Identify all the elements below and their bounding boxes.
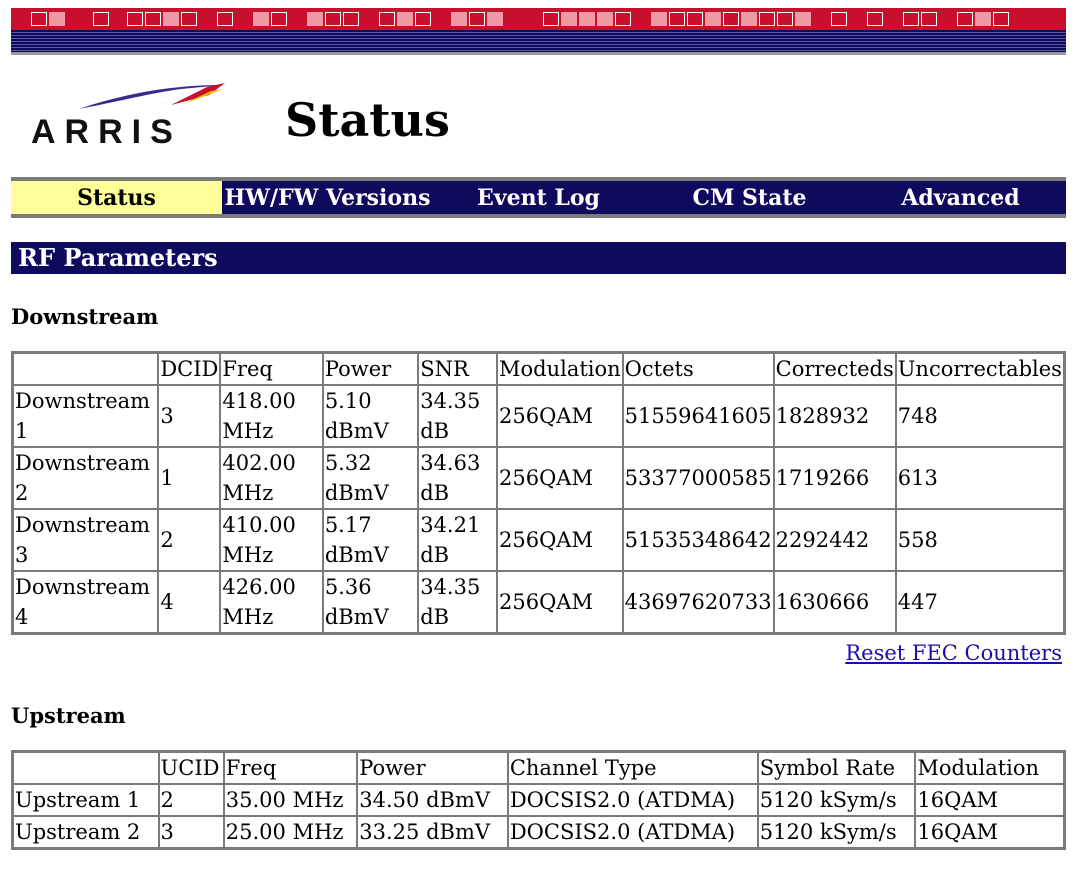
correcteds: 1630666 [774, 571, 896, 633]
power: 5.10 dBmV [323, 385, 418, 447]
modulation: 256QAM [497, 571, 623, 633]
column-header: Octets [623, 353, 774, 385]
power: 5.32 dBmV [323, 447, 418, 509]
reset-fec-counters-link[interactable]: Reset FEC Counters [845, 641, 1062, 665]
modulation: 256QAM [497, 509, 623, 571]
column-header: Power [323, 353, 418, 385]
page [11, 8, 1066, 850]
channel-name: Downstream 1 [13, 385, 158, 447]
symbol-rate: 5120 kSym/s [758, 784, 916, 816]
table-row [13, 385, 1064, 447]
freq: 402.00 MHz [220, 447, 322, 509]
modulation: 256QAM [497, 447, 623, 509]
modulation: 256QAM [497, 385, 623, 447]
dcid: 3 [158, 385, 220, 447]
snr: 34.35 dB [418, 571, 497, 633]
uncorrectables: 613 [896, 447, 1064, 509]
power: 34.50 dBmV [357, 784, 508, 816]
column-header: Correcteds [774, 353, 896, 385]
correcteds: 2292442 [774, 509, 896, 571]
freq: 35.00 MHz [224, 784, 358, 816]
column-header: Uncorrectables [896, 353, 1064, 385]
column-header: Symbol Rate [758, 752, 916, 784]
ucid: 3 [159, 816, 224, 848]
uncorrectables: 447 [896, 571, 1064, 633]
power: 5.36 dBmV [323, 571, 418, 633]
upstream-table [11, 750, 1066, 850]
channel-name: Upstream 2 [13, 816, 159, 848]
freq: 426.00 MHz [220, 571, 322, 633]
column-header: UCID [159, 752, 224, 784]
upstream-header-row [13, 752, 1064, 784]
snr: 34.35 dB [418, 385, 497, 447]
reset-link-row [11, 641, 1066, 665]
channel-name: Downstream 4 [13, 571, 158, 633]
table-row [13, 571, 1064, 633]
correcteds: 1719266 [774, 447, 896, 509]
channel-type: DOCSIS2.0 (ATDMA) [508, 816, 758, 848]
channel-name: Downstream 3 [13, 509, 158, 571]
arris-logo [31, 81, 231, 151]
column-header: Modulation [497, 353, 623, 385]
column-header [13, 353, 158, 385]
banner-stripes [11, 30, 1066, 55]
table-row [13, 509, 1064, 571]
channel-type: DOCSIS2.0 (ATDMA) [508, 784, 758, 816]
correcteds: 1828932 [774, 385, 896, 447]
snr: 34.21 dB [418, 509, 497, 571]
dcid: 4 [158, 571, 220, 633]
column-header: Channel Type [508, 752, 758, 784]
top-banner [11, 8, 1066, 30]
nav-hw-fw-versions[interactable]: HW/FW Versions [224, 184, 431, 211]
uncorrectables: 558 [896, 509, 1064, 571]
downstream-table [11, 351, 1066, 635]
uncorrectables: 748 [896, 385, 1064, 447]
upstream-heading: Upstream [11, 703, 126, 728]
column-header: Modulation [915, 752, 1064, 784]
downstream-heading: Downstream [11, 304, 159, 329]
column-header: Freq [224, 752, 358, 784]
freq: 418.00 MHz [220, 385, 322, 447]
power: 33.25 dBmV [357, 816, 508, 848]
ucid: 2 [159, 784, 224, 816]
logo-text: ARRIS [31, 113, 182, 151]
channel-name: Upstream 1 [13, 784, 159, 816]
table-row [13, 447, 1064, 509]
octets: 43697620733 [623, 571, 774, 633]
table-row [13, 816, 1064, 848]
freq: 25.00 MHz [224, 816, 358, 848]
snr: 34.63 dB [418, 447, 497, 509]
column-header: Power [357, 752, 508, 784]
header [11, 55, 1066, 177]
column-header: Freq [220, 353, 322, 385]
column-header: SNR [418, 353, 497, 385]
octets: 53377000585 [623, 447, 774, 509]
page-title: Status [285, 93, 450, 147]
power: 5.17 dBmV [323, 509, 418, 571]
downstream-header-row [13, 353, 1064, 385]
nav-advanced[interactable]: Advanced [901, 184, 1020, 211]
column-header [13, 752, 159, 784]
section-title: RF Parameters [11, 242, 1066, 274]
modulation: 16QAM [915, 784, 1064, 816]
nav-cm-state[interactable]: CM State [692, 184, 807, 211]
nav-status[interactable]: Status [11, 181, 222, 214]
nav-event-log[interactable]: Event Log [477, 184, 600, 211]
freq: 410.00 MHz [220, 509, 322, 571]
column-header: DCID [158, 353, 220, 385]
dcid: 1 [158, 447, 220, 509]
main-nav [11, 177, 1066, 218]
octets: 51535348642 [623, 509, 774, 571]
table-row [13, 784, 1064, 816]
modulation: 16QAM [915, 816, 1064, 848]
dcid: 2 [158, 509, 220, 571]
channel-name: Downstream 2 [13, 447, 158, 509]
octets: 51559641605 [623, 385, 774, 447]
symbol-rate: 5120 kSym/s [758, 816, 916, 848]
